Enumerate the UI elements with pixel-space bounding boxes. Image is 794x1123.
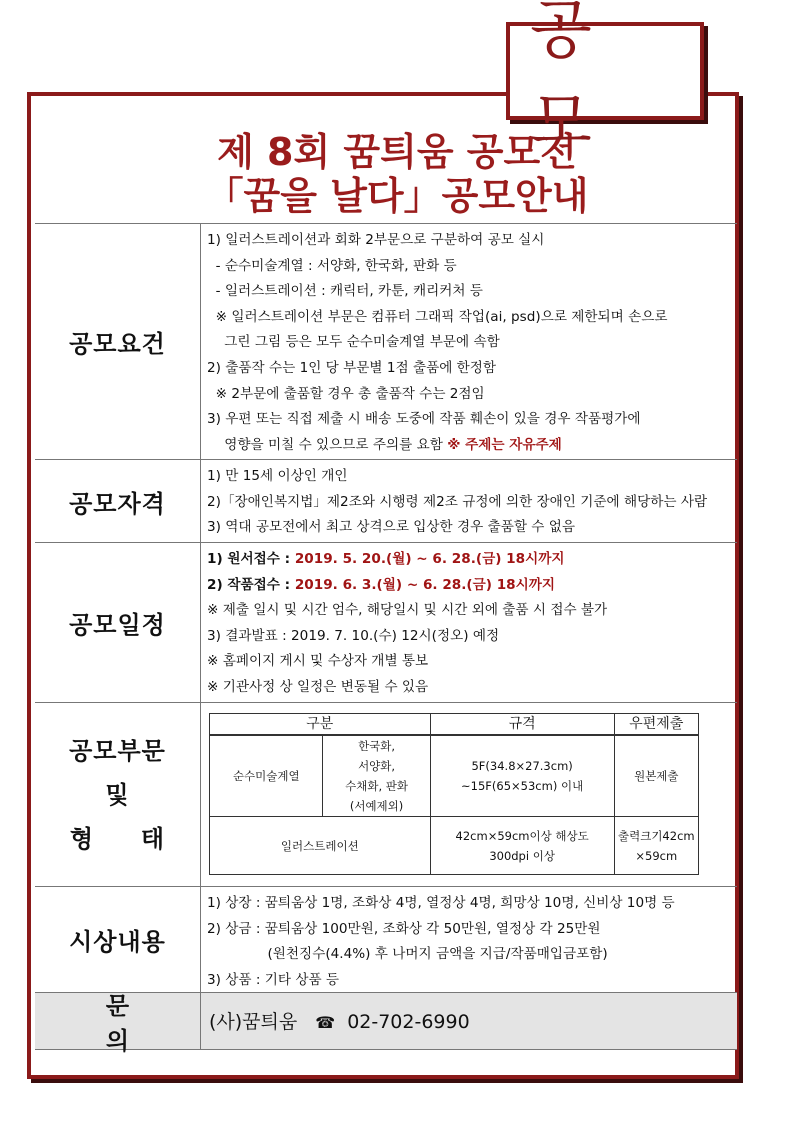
schedule-row [35, 542, 737, 702]
category-label-line: 및 [105, 780, 130, 809]
category-label-line: 형 태 [69, 824, 166, 853]
eligibility-row [35, 459, 737, 542]
category-content [201, 703, 737, 886]
genre-item: 수채화, 판화 [345, 779, 408, 793]
awards-row [35, 886, 737, 992]
awards-line: (원천징수(4.4%) 후 나머지 금액을 지급/작품매입금포함) [207, 946, 608, 963]
table-header-row [210, 714, 699, 736]
eligibility-line: 1) 만 15세 이상인 개인 [207, 468, 348, 484]
requirements-label: 공모요건 [35, 224, 201, 459]
category-label-line: 공모부문 [69, 736, 166, 765]
submit-line: ×59cm [635, 848, 678, 863]
title-line-1: 제 8회 꿈틔움 공모전 [217, 130, 577, 174]
contact-label: 문의 [35, 993, 201, 1049]
table-row [210, 817, 699, 875]
spec-line: 42cm×59cm이상 해상도 [455, 828, 589, 843]
schedule-content [201, 543, 737, 702]
category-table [209, 713, 699, 875]
requirements-line-text: 영향을 미칠 수 있으므로 주의를 요함 [207, 436, 443, 453]
fine-art-type: 순수미술계열 [210, 735, 323, 817]
header-division: 구분 [210, 714, 431, 736]
awards-line: 2) 상금 : 꿈틔움상 100만원, 조화상 각 50만원, 열정상 각 25만원 [207, 920, 601, 937]
requirements-line: - 순수미술계열 : 서양화, 한국화, 판화 등 [207, 257, 457, 274]
schedule-line: ※ 홈페이지 게시 및 수상자 개별 통보 [207, 653, 429, 670]
application-period [207, 547, 737, 573]
header-submission: 우편제출 [614, 714, 698, 736]
phone-number[interactable]: 02-702-6990 [347, 1011, 470, 1034]
schedule-line: ※ 기관사정 상 일정은 변동될 수 있음 [207, 678, 429, 695]
requirements-line: 그린 그림 등은 모두 순수미술계열 부문에 속함 [207, 334, 500, 351]
submit-line: 출력크기42cm [618, 828, 695, 843]
submission-date: 2019. 6. 3.(월) ~ 6. 28.(금) 18시까지 [294, 576, 556, 593]
illustration-spec [430, 817, 614, 875]
application-label: 1) 원서접수 : [207, 551, 295, 567]
requirements-line: 3) 우편 또는 직접 제출 시 배송 도중에 작품 훼손이 있을 경우 작품평가에 [207, 411, 641, 428]
eligibility-line: 3) 역대 공모전에서 최고 상격으로 입상한 경우 출품할 수 없음 [207, 519, 575, 536]
stamp-label: 공 [506, 22, 704, 120]
requirements-line: 2) 출품작 수는 1인 당 부문별 1점 출품에 한정함 [207, 359, 497, 376]
requirements-line: - 일러스트레이션 : 캐릭터, 카툰, 캐리커처 등 [207, 283, 483, 300]
genre-item: 한국화, [358, 739, 396, 753]
genre-item: (서예제외) [349, 799, 404, 813]
schedule-label: 공모일정 [35, 543, 201, 702]
requirements-row [35, 223, 737, 459]
phone-icon: ☎ [315, 1013, 336, 1033]
awards-line: 3) 상품 : 기타 상품 등 [207, 971, 340, 988]
category-row [35, 702, 737, 886]
fine-art-spec [430, 735, 614, 817]
eligibility-content [201, 460, 737, 542]
table-row [210, 735, 699, 817]
info-table [35, 223, 737, 1055]
theme-note: ※ 주제는 자유주제 [447, 436, 562, 453]
contact-row [35, 992, 737, 1055]
illustration-submission [614, 817, 698, 875]
awards-content [201, 887, 737, 992]
requirements-line: ※ 2부문에 출품할 경우 총 출품작 수는 2점임 [207, 385, 485, 402]
fine-art-genres [323, 735, 430, 817]
organization-name: (사)꿈틔움 [209, 1011, 298, 1034]
eligibility-label: 공모자격 [35, 460, 201, 542]
header-spec: 규격 [430, 714, 614, 736]
spec-line: 300dpi 이상 [489, 848, 555, 863]
schedule-line: 3) 결과발표 : 2019. 7. 10.(수) 12시(정오) 예정 [207, 627, 500, 644]
submission-label: 2) 작품접수 : [207, 576, 295, 593]
title-line-2: 「꿈을 날다」공모안내 [205, 174, 589, 218]
requirements-line [207, 433, 737, 459]
requirements-content [201, 224, 737, 459]
eligibility-line: 2)「장애인복지법」제2조와 시행령 제2조 규정에 의한 장애인 기준에 해당하는 사람 [207, 493, 708, 510]
application-date: 2019. 5. 20.(월) ~ 6. 28.(금) 18시까지 [294, 551, 565, 567]
genre-item: 서양화, [358, 759, 396, 773]
category-label [35, 703, 201, 886]
fine-art-submission: 원본제출 [614, 735, 698, 817]
requirements-line: ※ 일러스트레이션 부문은 컴퓨터 그래픽 작업(ai, psd)으로 제한되며 손으로 [207, 308, 668, 325]
awards-line: 1) 상장 : 꿈틔움상 1명, 조화상 4명, 열정상 4명, 희망상 10명, 신비상 10명 등 [207, 895, 675, 911]
requirements-line: 1) 일러스트레이션과 회화 2부문으로 구분하여 공모 실시 [207, 232, 545, 248]
schedule-line: ※ 제출 일시 및 시간 엄수, 해당일시 및 시간 외에 출품 시 접수 불가 [207, 602, 608, 619]
spec-line: 5F(34.8×27.3cm) [471, 759, 573, 773]
spec-line: ~15F(65×53cm) 이내 [461, 779, 584, 793]
submission-period [207, 573, 737, 599]
illustration-type: 일러스트레이션 [210, 817, 431, 875]
awards-label: 시상내용 [35, 887, 201, 992]
contact-content [201, 993, 737, 1049]
